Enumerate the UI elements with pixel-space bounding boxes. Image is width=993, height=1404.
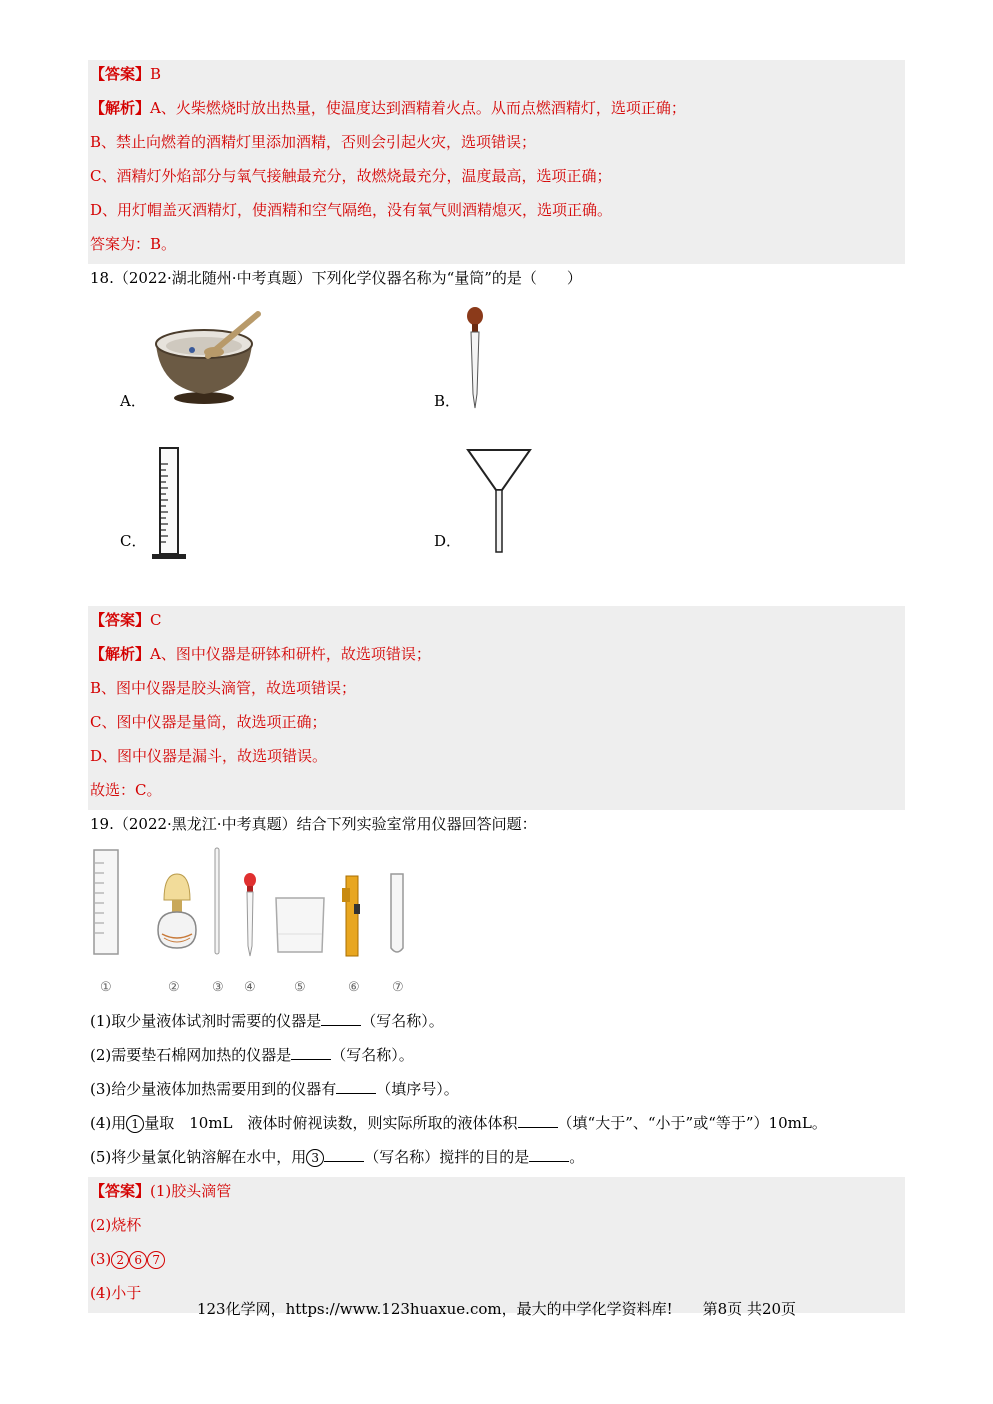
instrument-label-6: ⑥ xyxy=(348,980,360,995)
answer-blank[interactable] xyxy=(336,1079,376,1094)
analysis-text: A、火柴燃烧时放出热量，使温度达到酒精着火点。从而点燃酒精灯，选项正确； xyxy=(150,99,686,117)
analysis-tag: 【解析】 xyxy=(90,645,151,663)
answer-value: C xyxy=(150,611,162,629)
q18-analysis-line-3: C、图中仪器是量筒，故选项正确； xyxy=(90,713,327,731)
dropper-icon xyxy=(240,872,260,958)
answer-blank[interactable] xyxy=(324,1147,364,1162)
circled-number: 3 xyxy=(306,1149,324,1167)
mortar-pestle-image xyxy=(148,308,268,408)
answer-value: B xyxy=(150,65,162,83)
analysis-tag: 【解析】 xyxy=(90,99,151,117)
answer-3-prefix: (3) xyxy=(90,1250,112,1268)
instrument-label-7: ⑦ xyxy=(392,980,404,995)
sub4-pre: (4)用 xyxy=(90,1114,127,1132)
sub5-tail: 。 xyxy=(569,1148,585,1166)
graduated-cylinder-image xyxy=(146,444,196,564)
sub1-tail: （写名称）。 xyxy=(361,1012,444,1030)
dropper-image xyxy=(460,304,490,414)
q19-answer-block xyxy=(88,1177,905,1313)
answer-blank[interactable] xyxy=(529,1147,569,1162)
circled-number: 2 xyxy=(111,1251,129,1269)
instrument-label-1: ① xyxy=(100,980,112,995)
q18-answer-line xyxy=(88,606,905,640)
q19-sub2 xyxy=(88,1041,905,1075)
option-c-label: C． xyxy=(120,532,147,550)
instrument-label-4: ④ xyxy=(244,980,256,995)
sub3-text: (3)给少量液体加热需要用到的仪器有 xyxy=(90,1080,337,1098)
funnel-image xyxy=(464,446,534,556)
q19-instruments xyxy=(88,842,905,1007)
circled-number: 1 xyxy=(126,1115,144,1133)
tube-holder-icon xyxy=(340,874,364,958)
sub3-tail: （填序号）。 xyxy=(376,1080,459,1098)
page-footer: 123化学网，https://www.123huaxue.com，最大的中学化学资料库! 第8页 共20页 xyxy=(196,1300,797,1318)
instrument-label-3: ③ xyxy=(212,980,224,995)
q19-sub3 xyxy=(88,1075,905,1109)
sub1-text: (1)取少量液体试剂时需要的仪器是 xyxy=(90,1012,322,1030)
q17-answer-block xyxy=(88,60,905,264)
q19-answer-line-4: (4)小于 xyxy=(90,1284,142,1302)
page-content xyxy=(88,60,905,1313)
q18-answer-block xyxy=(88,606,905,810)
q19-answer-line-1 xyxy=(88,1177,905,1211)
q17-analysis-line-2: B、禁止向燃着的酒精灯里添加酒精，否则会引起火灾，选项错误； xyxy=(90,133,537,151)
option-d-label: D． xyxy=(434,532,462,550)
cylinder-icon xyxy=(90,848,124,958)
circled-number: 7 xyxy=(147,1251,165,1269)
q19-sub1 xyxy=(88,1007,905,1041)
instrument-label-2: ② xyxy=(168,980,180,995)
sub5-mid: （写名称）搅拌的目的是 xyxy=(364,1148,530,1166)
answer-blank[interactable] xyxy=(291,1045,331,1060)
sub2-text: (2)需要垫石棉网加热的仪器是 xyxy=(90,1046,292,1064)
circled-number: 6 xyxy=(129,1251,147,1269)
glass-rod-icon xyxy=(212,846,222,958)
q17-conclusion: 答案为：B。 xyxy=(90,235,177,253)
option-b-label: B． xyxy=(434,392,461,410)
q18-analysis-line-2: B、图中仪器是胶头滴管，故选项错误； xyxy=(90,679,357,697)
sub4-tail: （填“大于”、“小于”或“等于”）10mL。 xyxy=(557,1114,827,1132)
alcohol-lamp-icon xyxy=(150,870,204,958)
q18-analysis-line-4: D、图中仪器是漏斗，故选项错误。 xyxy=(90,747,328,765)
q19-answer-line-2: (2)烧杯 xyxy=(90,1216,142,1234)
q19-answer-line-3 xyxy=(88,1245,905,1279)
sub5-pre: (5)将少量氯化钠溶解在水中，用 xyxy=(90,1148,307,1166)
q17-analysis-line-1 xyxy=(88,94,905,128)
q17-analysis-line-4: D、用灯帽盖灭酒精灯，使酒精和空气隔绝，没有氧气则酒精熄灭，选项正确。 xyxy=(90,201,613,219)
option-a-label: A． xyxy=(120,392,146,410)
sub4-mid: 量取 10mL 液体时俯视读数，则实际所取的液体体积 xyxy=(144,1114,518,1132)
answer-blank[interactable] xyxy=(321,1011,361,1026)
analysis-text: A、图中仪器是研钵和研杵，故选项错误； xyxy=(150,645,431,663)
answer-blank[interactable] xyxy=(518,1113,558,1128)
q19-sub5 xyxy=(88,1143,905,1177)
answer-1: (1)胶头滴管 xyxy=(150,1182,232,1200)
q18-stem: 18.（2022·湖北随州·中考真题）下列化学仪器名称为“量筒”的是（ ） xyxy=(90,269,582,287)
beaker-icon xyxy=(272,894,328,956)
q18-analysis-line-1 xyxy=(88,640,905,674)
q19-stem: 19.（2022·黑龙江·中考真题）结合下列实验室常用仪器回答问题： xyxy=(90,815,537,833)
instrument-label-5: ⑤ xyxy=(294,980,306,995)
answer-tag: 【答案】 xyxy=(90,1182,151,1200)
answer-tag: 【答案】 xyxy=(90,65,151,83)
q18-options xyxy=(88,296,905,606)
sub2-tail: （写名称）。 xyxy=(331,1046,414,1064)
answer-tag: 【答案】 xyxy=(90,611,151,629)
q18-conclusion: 故选：C。 xyxy=(90,781,162,799)
q19-sub4 xyxy=(88,1109,905,1143)
q17-analysis-line-3: C、酒精灯外焰部分与氧气接触最充分，故燃烧最充分，温度最高，选项正确； xyxy=(90,167,612,185)
q17-answer-line xyxy=(88,60,905,94)
test-tube-icon xyxy=(386,872,408,958)
